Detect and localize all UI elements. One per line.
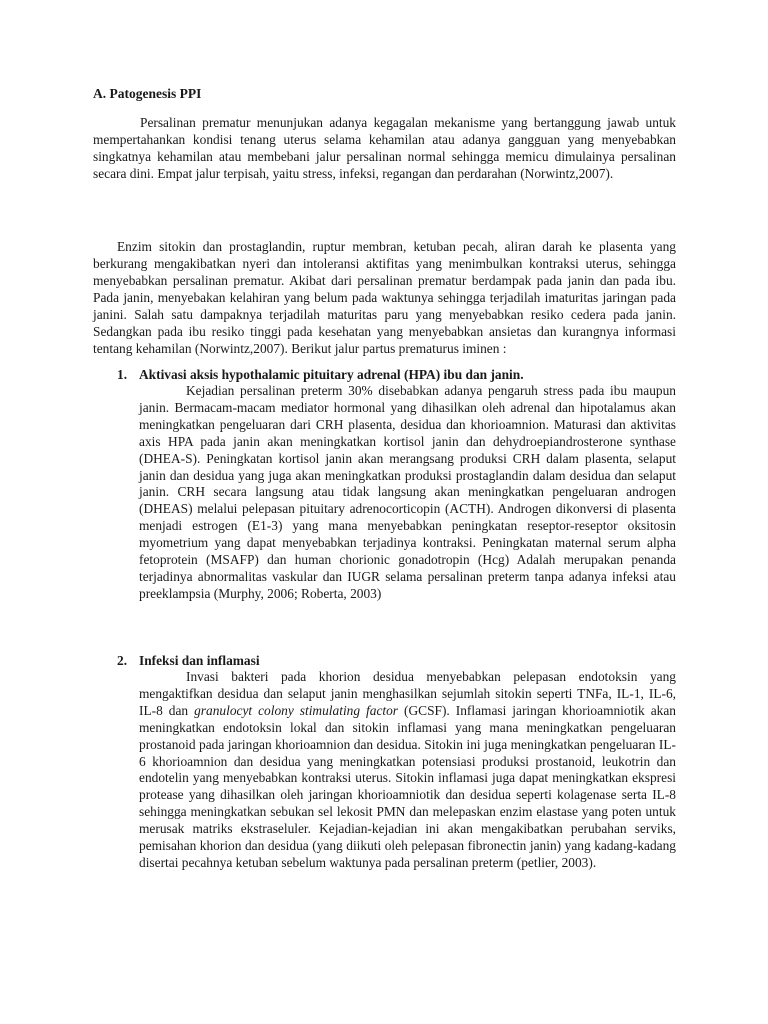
list-item-number: 1. xyxy=(117,367,128,382)
italic-term: granulocyt colony stimulating factor xyxy=(194,702,399,718)
list-item-heading xyxy=(117,366,676,383)
list-item-title: Infeksi dan inflamasi xyxy=(139,653,260,668)
list-item-number: 2. xyxy=(117,653,128,668)
list-item-hpa-axis xyxy=(117,366,676,603)
body-text-after: (GCSF). Inflamasi jaringan khorioamniotik akan meningkatkan endotoksin lokal dan sitokin inflamasi yang mana meningkatkan pengeluaran prostanoid pada jaringan khorioamnion dan desidua. Sitokin ini juga meningkatkan pengeluaran IL-6 khorioamnion dan desidua yang meningkatkan potensiasi produksi prostanoid, leukotrin dan endotelin yang menyebabkan kontraksi uterus. Sitokin inflamasi juga dapat meningkatkan ekspresi protease yang dihasilkan oleh jaringan khorioamniotik dan desidua seperti kolagenase serta IL-8 sehingga meningkatkan sebukan sel lekosit PMN dan melepaskan enzim elastase yang poten untuk merusak matriks ekstraseluler. Kejadian-kejadian ini akan mengakibatkan perubahan serviks, pemisahan khorion dan desidua (yang diikuti oleh pelepasan fibronectin janin) yang kadang-kadang disertai pecahnya ketuban sebelum waktunya pada persalinan preterm (petlier, 2003). xyxy=(139,702,676,870)
intro-paragraph-1: Persalinan prematur menunjukan adanya kegagalan mekanisme yang bertanggung jawab untuk mempertahankan kondisi tenang uterus selama kehamilan atau adanya gangguan yang menyebabkan singkatnya kehamilan atau membebani jalur persalinan normal sehingga memicu dimulainya persalinan secara dini. Empat jalur terpisah, yaitu stress, infeksi, regangan dan perdarahan (Norwintz,2007). xyxy=(93,115,676,181)
list-item-infection xyxy=(117,652,676,872)
intro-paragraph-2: Enzim sitokin dan prostaglandin, ruptur membran, ketuban pecah, aliran darah ke plasenta yang berkurang mengakibatkan nyeri dan intoleransi aktifitas yang menimbulkan kontraksi uterus, sehingga menyebabkan persalinan prematur. Akibat dari persalinan prematur berdampak pada janin dan pada ibu. Pada janin, menyebakan kelahiran yang belum pada waktunya sehingga terjadilah imaturitas jaringan pada janini. Salah satu dampaknya terjadilah maturitas paru yang menyebabkan resiko cedera pada janin. Sedangkan pada ibu resiko tinggi pada kesehatan yang menyebabkan ansietas dan kurangnya informasi tentang kehamilan (Norwintz,2007). Berikut jalur partus prematurus iminen : xyxy=(93,239,676,356)
body-text-before: Invasi bakteri pada khorion desidua menyebabkan pelepasan endotoksin yang mengaktifkan desidua dan selaput janin menghasilkan sejumlah sitokin seperti TNFa, IL-1, IL-6, IL-8 dan xyxy=(139,669,676,718)
list-item-title: Aktivasi aksis hypothalamic pituitary adrenal (HPA) ibu dan janin. xyxy=(139,367,524,382)
list-item-body: Kejadian persalinan preterm 30% disebabkan adanya pengaruh stress pada ibu maupun janin. Bermacam-macam mediator hormonal yang dihasilkan oleh adrenal dan hipotalamus akan meningkatkan pengeluaran dari CRH plasenta, desidua dan khorioamnion. Maturasi dan aktivitas axis HPA pada janin akan meningkatkan kortisol janin dan dehydroepiandrosterone synthase (DHEA-S). Peningkatan kortisol janin akan merangsang produksi CRH dalam plasenta, selaput janin dan desidua yang juga akan meningkatkan produksi prostaglandin dalam desidua dan selaput janin. CRH secara langsung atau tidak langsung akan meningkatkan pengeluaran androgen (DHEAS) melalui pelepasan pituitary adrenocorticopin (ACTH). Androgen dikonversi di plasenta menjadi estrogen (E1-3) yang mana menyebabkan peningkatan reseptor-reseptor oksitosin myometrium yang dapat menyebabkan terjadinya kontraksi. Peningkatan maternal serum alpha fetoprotein (MSAFP) dan human chorionic gonadotropin (Hcg) Adalah merupakan penanda terjadinya abnormalitas vaskular dan IUGR selama persalinan preterm tanpa adanya infeksi atau preeklampsia (Murphy, 2006; Roberta, 2003) xyxy=(139,383,676,601)
list-item-heading xyxy=(117,652,676,669)
section-heading: A. Patogenesis PPI xyxy=(93,86,202,101)
list-item-body xyxy=(139,669,676,872)
